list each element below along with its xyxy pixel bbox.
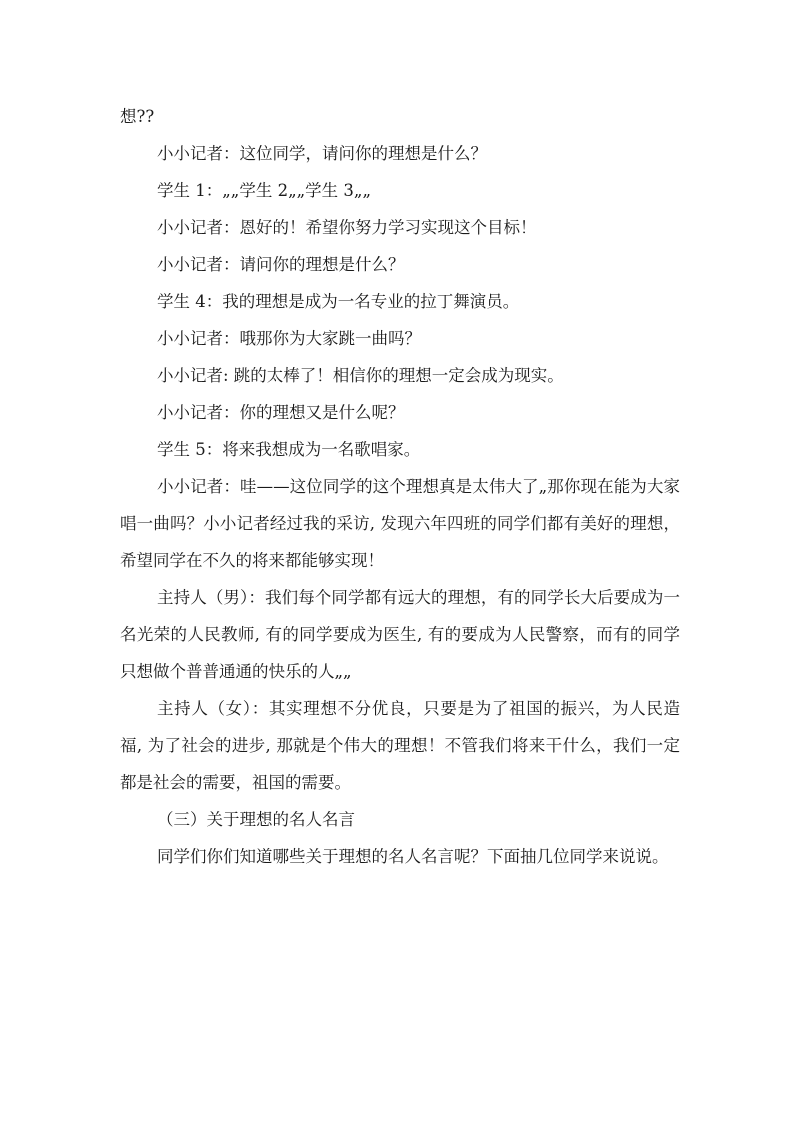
document-body [120,98,680,875]
paragraph-students-1-3: 学生 1：„„学生 2„„学生 3„„ [157,181,372,200]
section-heading-quotes: （三）关于理想的名人名言 [157,810,355,829]
paragraph-quotes-intro: 同学们你们知道哪些关于理想的名人名言呢？下面抽几位同学来说说。 [157,847,669,866]
paragraph-reporter-question-1: 小小记者：这位同学，请问你的理想是什么？ [157,144,487,163]
paragraph-reporter-question-3: 小小记者：你的理想又是什么呢？ [157,403,405,422]
paragraph-reporter-question-2: 小小记者：请问你的理想是什么？ [157,255,405,274]
paragraph-student-4: 学生 4：我的理想是成为一名专业的拉丁舞演员。 [157,292,520,311]
paragraph-host-female: 主持人（女）：其实理想不分优良，只要是为了祖国的振兴，为人民造福, 为了社会的进步, 那就是个伟大的理想！不管我们将来干什么，我们一定都是社会的需要，祖国的需要。 [120,699,680,792]
paragraph-reporter-summary: 小小记者：哇——这位同学的这个理想真是太伟大了„那你现在能为大家唱一曲吗？小小记者经过我的采访, 发现六年四班的同学们都有美好的理想，希望同学在不久的将来都能够实现！ [120,477,680,570]
paragraph-host-male: 主持人（男）：我们每个同学都有远大的理想，有的同学长大后要成为一名光荣的人民教师, 有的同学要成为医生, 有的要成为人民警察，而有的同学只想做个普普通通的快乐的人„„ [120,588,680,681]
paragraph-reporter-encourage: 小小记者：恩好的！希望你努力学习实现这个目标！ [157,218,537,237]
paragraph-reporter-dance: 小小记者：哦那你为大家跳一曲吗？ [157,329,421,348]
paragraph-continuation: 想?? [120,107,155,126]
paragraph-student-5: 学生 5：将来我想成为一名歌唱家。 [157,440,421,459]
paragraph-reporter-praise: 小小记者: 跳的太棒了！相信你的理想一定会成为现实。 [157,366,564,385]
